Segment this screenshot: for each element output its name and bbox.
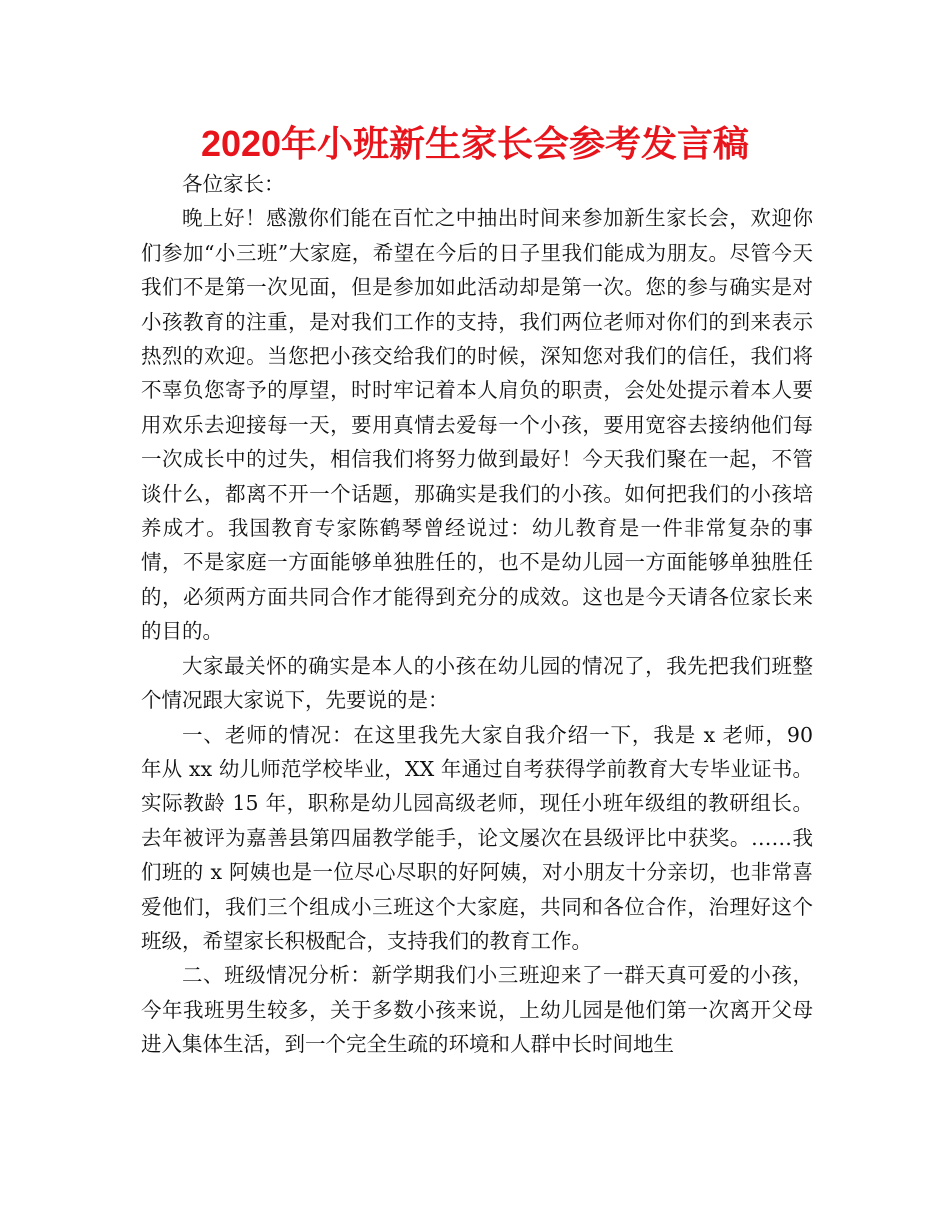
body-paragraph: 晚上好！感激你们能在百忙之中抽出时间来参加新生家长会，欢迎你们参加“小三班”大家庭，希望在今后的日子里我们能成为朋友。尽管今天我们不是第一次见面，但是参加如此活动却是第一次。您的参与确实是对小孩教育的注重，是对我们工作的支持，我们两位老师对你们的到来表示热烈的欢迎。当您把小孩交给我们的时候，深知您对我们的信任，我们将不辜负您寄予的厚望，时时牢记着本人肩负的职责，会处处提示着本人要用欢乐去迎接每一天，要用真情去爱每一个小孩，要用宽容去接纳他们每一次成长中的过失，相信我们将努力做到最好！今天我们聚在一起，不管谈什么，都离不开一个话题，那确实是我们的小孩。如何把我们的小孩培养成才。我国教育专家陈鹤琴曾经说过：幼儿教育是一件非常复杂的事情，不是家庭一方面能够单独胜任的，也不是幼儿园一方面能够单独胜任的，必须两方面共同合作才能得到充分的成效。这也是今天请各位家长来的目的。	[141, 206, 813, 644]
body-paragraph: 一、老师的情况：在这里我先大家自我介绍一下，我是 x 老师，90 年从 xx 幼儿师范学校毕业，XX 年通过自考获得学前教育大专毕业证书。实际教龄 15 年，职称是幼儿园高级老师，现任小班年级组的教研组长。去年被评为嘉善县第四届教学能手，论文屡次在县级评比中获奖。……我们班的 x 阿姨也是一位尽心尽职的好阿姨，对小朋友十分亲切，也非常喜爱他们，我们三个组成小三班这个大家庭，共同和各位合作，治理好这个班级，希望家长积极配合，支持我们的教育工作。	[141, 722, 813, 953]
body-paragraph: 大家最关怀的确实是本人的小孩在幼儿园的情况了，我先把我们班整个情况跟大家说下，先要说的是：	[141, 653, 813, 713]
document-title: 2020年小班新生家长会参考发言稿	[200, 123, 750, 164]
salutation-paragraph: 各位家长：	[182, 172, 285, 196]
body-paragraph: 二、班级情况分析：新学期我们小三班迎来了一群天真可爱的小孩，今年我班男生较多，关于多数小孩来说，上幼儿园是他们第一次离开父母进入集体生活，到一个完全生疏的环境和人群中长时间地生	[141, 963, 813, 1057]
document-body	[141, 167, 813, 1062]
